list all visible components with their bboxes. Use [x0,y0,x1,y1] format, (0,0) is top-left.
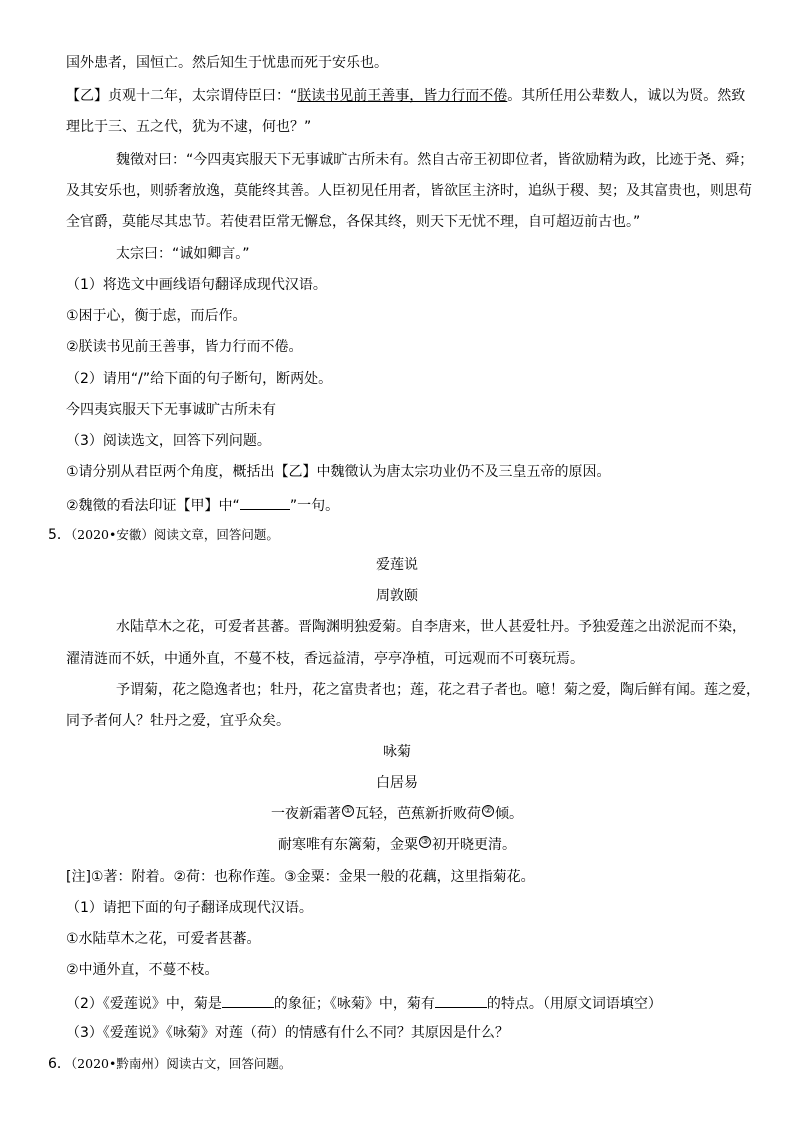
question-source: （2020•安徽） [70,527,154,542]
text-fragment: ②魏徵的看法印证【甲】中“ [66,498,240,514]
question-line: （1）请把下面的句子翻译成现代汉语。 [66,900,313,916]
question-line: （3）《爱莲说》《咏菊》对莲（荷）的情感有什么不同？其原因是什么？ [66,1025,509,1041]
footnote-marker: ① [343,806,353,816]
question-line [66,993,662,1013]
text-line: 予谓菊，花之隐逸者也；牡丹，花之富贵者也；莲，花之君子者也。噫！菊之爱，陶后鲜有闻。莲之爱， [116,682,760,698]
question-number: 5． [48,527,71,543]
poem-title: 爱莲说 [376,557,418,573]
question-line: 今四夷宾服天下无事诚旷古所未有 [66,402,276,418]
text-fragment: 。其所任用公辈数人，诚以为贤。然致 [507,88,746,104]
footnote-marker: ③ [420,837,430,847]
text-line: 濯清涟而不妖，中通外直，不蔓不枝，香远益清，亭亭净植，可远观而不可亵玩焉。 [66,651,584,667]
question-line: ①困于心，衡于虑，而后作。 [66,308,247,324]
question-line: ①请分别从君臣两个角度，概括出【乙】中魏徵认为唐太宗功业仍不及三皇五帝的原因。 [66,464,611,480]
poem-author: 白居易 [376,775,418,791]
question-line [66,495,339,515]
text-fragment: 耐寒唯有东篱菊，金粟 [278,837,418,853]
answer-blank[interactable] [222,993,274,1008]
question-header [48,1055,291,1073]
poem-title: 咏菊 [383,744,411,760]
question-line: ②中通外直，不蔓不枝。 [66,962,219,978]
footnote-marker: ② [483,806,493,816]
text-line: 全官爵，莫能尽其忠节。若使君臣常无懈怠，各保其终，则天下无忧不理，自可超迈前古也。” [66,214,641,230]
text-fragment: 的特点。（用原文词语填空） [486,996,662,1012]
text-line: 太宗曰：“诚如卿言。” [116,246,250,262]
poem-verse [0,836,794,854]
underlined-sentence: 朕读书见前王善事，皆力行而不倦 [297,88,508,104]
text-fragment: 的象征；《咏菊》中，菊有 [273,996,435,1012]
text-line: 理比于三、五之代，犹为不逮，何也？” [66,119,312,135]
text-fragment: ”一句。 [289,498,340,514]
question-instruction: 阅读古文，回答问题。 [166,1056,292,1071]
footnote: [注]①著：附着。②荷：也称作莲。③金粟：金果一般的花藕，这里指菊花。 [66,869,535,885]
text-line: 及其安乐也，则骄奢放逸，莫能终其善。人臣初见任用者，皆欲匡主济时，追纵于稷、契；及其富贵也，则思苟 [66,183,752,199]
question-line: ①水陆草木之花，可爱者甚蕃。 [66,931,261,947]
question-header [48,526,279,544]
question-line: ②朕读书见前王善事，皆力行而不倦。 [66,339,303,355]
text-line: 国外患者，国恒亡。然后知生于忧患而死于安乐也。 [66,55,388,71]
text-line: 同予者何人？牡丹之爱，宜乎众矣。 [66,713,290,729]
text-fragment: 瓦轻，芭蕉新折败荷 [355,806,481,822]
question-line: （3）阅读选文，回答下列问题。 [66,433,271,449]
text-fragment: （2）《爱莲说》中，菊是 [66,996,222,1012]
text-line: 魏徵对曰：“今四夷宾服天下无事诚旷古所未有。然自古帝王初即位者，皆欲励精为政，比迹于尧、舜； [116,152,754,168]
question-line: （1）将选文中画线语句翻译成现代汉语。 [66,277,327,293]
poem-author: 周敦颐 [376,588,418,604]
text-fragment: 一夜新霜著 [271,806,341,822]
poem-verse [0,805,794,823]
question-number: 6． [48,1056,71,1072]
text-line [66,87,745,105]
text-line: 水陆草木之花，可爱者甚蕃。晋陶渊明独爱菊。自李唐来，世人甚爱牡丹。予独爱莲之出淤泥而不染， [116,619,746,635]
question-source: （2020•黔南州） [70,1056,167,1071]
answer-blank[interactable] [435,993,487,1008]
text-fragment: 倾。 [495,806,523,822]
text-fragment: 【乙】贞观十二年，太宗谓侍臣曰：“ [66,88,298,104]
question-line: （2）请用“/”给下面的句子断句，断两处。 [66,371,333,387]
text-fragment: 初开晓更清。 [432,837,516,853]
answer-blank[interactable] [240,495,290,510]
question-instruction: 阅读文章，回答问题。 [153,527,279,542]
